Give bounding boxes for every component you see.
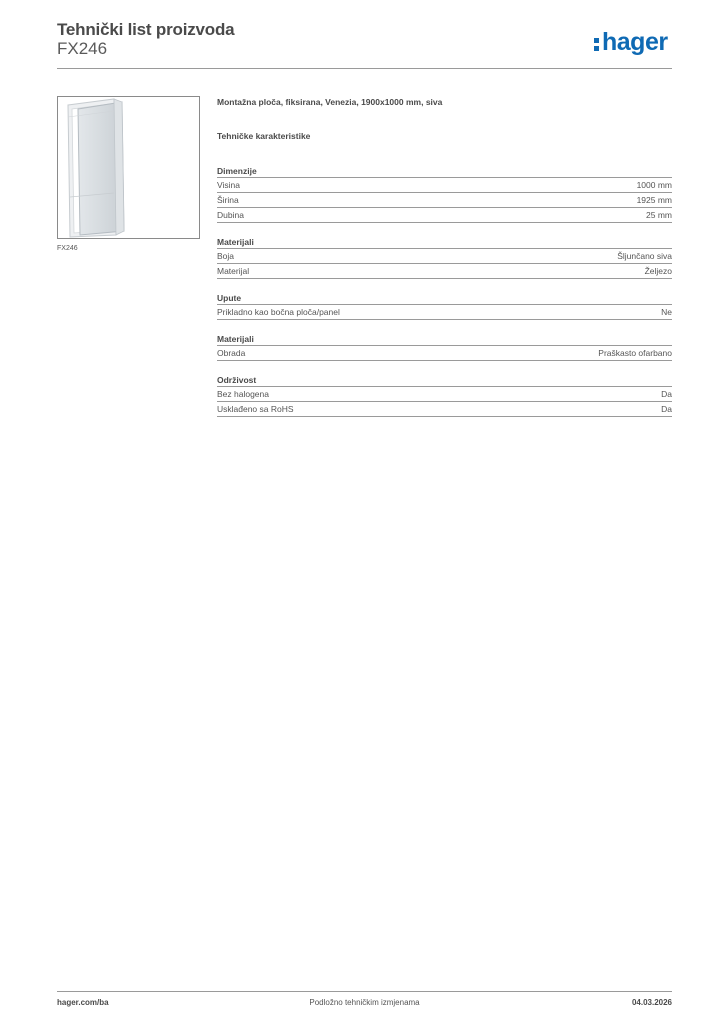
footer-divider (57, 991, 672, 992)
spec-row (217, 402, 672, 417)
spec-row (217, 387, 672, 402)
footer-date: 04.03.2026 (631, 998, 672, 1007)
header-divider (57, 68, 672, 69)
page-footer (57, 998, 672, 1010)
page-title: Tehnički list proizvoda (57, 20, 235, 39)
spec-value: 25 mm (646, 210, 672, 220)
spec-label: Dubina (217, 210, 244, 220)
group-sustainability (217, 374, 672, 417)
group-heading: Dimenzije (217, 165, 672, 178)
spec-value: Praškasto ofarbano (598, 348, 672, 358)
spec-value: Da (661, 389, 672, 399)
spec-row (217, 178, 672, 193)
image-caption: FX246 (57, 245, 78, 252)
spec-row (217, 193, 672, 208)
spec-label: Visina (217, 180, 240, 190)
group-heading: Upute (217, 292, 672, 305)
spec-label: Boja (217, 251, 235, 261)
spec-row (217, 249, 672, 264)
group-instructions (217, 292, 672, 320)
spec-row (217, 305, 672, 320)
spec-value: Šljunčano siva (617, 251, 672, 261)
spec-value: Da (661, 404, 672, 414)
group-dimensions (217, 165, 672, 223)
spec-label: Materijal (217, 266, 250, 276)
logo-text: hager (602, 28, 668, 56)
spec-label: Bez halogena (217, 389, 269, 399)
product-code: FX246 (57, 39, 108, 58)
characteristics-heading: Tehničke karakteristike (217, 131, 311, 141)
group-finish (217, 333, 672, 361)
spec-value: Željezo (644, 266, 672, 276)
footer-note: Podložno tehničkim izmjenama (309, 998, 420, 1007)
product-name: Montažna ploča, fiksirana, Venezia, 1900x1000 mm, siva (217, 97, 443, 107)
footer-website-link[interactable]: hager.com/ba (57, 998, 109, 1007)
spec-value: 1000 mm (636, 180, 672, 190)
spec-label: Obrada (217, 348, 246, 358)
hager-logo (594, 28, 668, 56)
spec-row (217, 346, 672, 361)
mounting-plate-image (58, 97, 199, 238)
group-materials (217, 236, 672, 279)
group-heading: Materijali (217, 333, 672, 346)
spec-label: Usklađeno sa RoHS (217, 404, 294, 414)
spec-value: 1925 mm (636, 195, 672, 205)
group-heading: Materijali (217, 236, 672, 249)
spec-value: Ne (661, 307, 672, 317)
spec-row (217, 264, 672, 279)
product-details (217, 96, 672, 417)
group-heading: Održivost (217, 374, 672, 387)
spec-label: Širina (217, 195, 239, 205)
spec-row (217, 208, 672, 223)
product-image (57, 96, 200, 239)
logo-dots-icon (594, 33, 600, 51)
spec-label: Prikladno kao bočna ploča/panel (217, 307, 340, 317)
